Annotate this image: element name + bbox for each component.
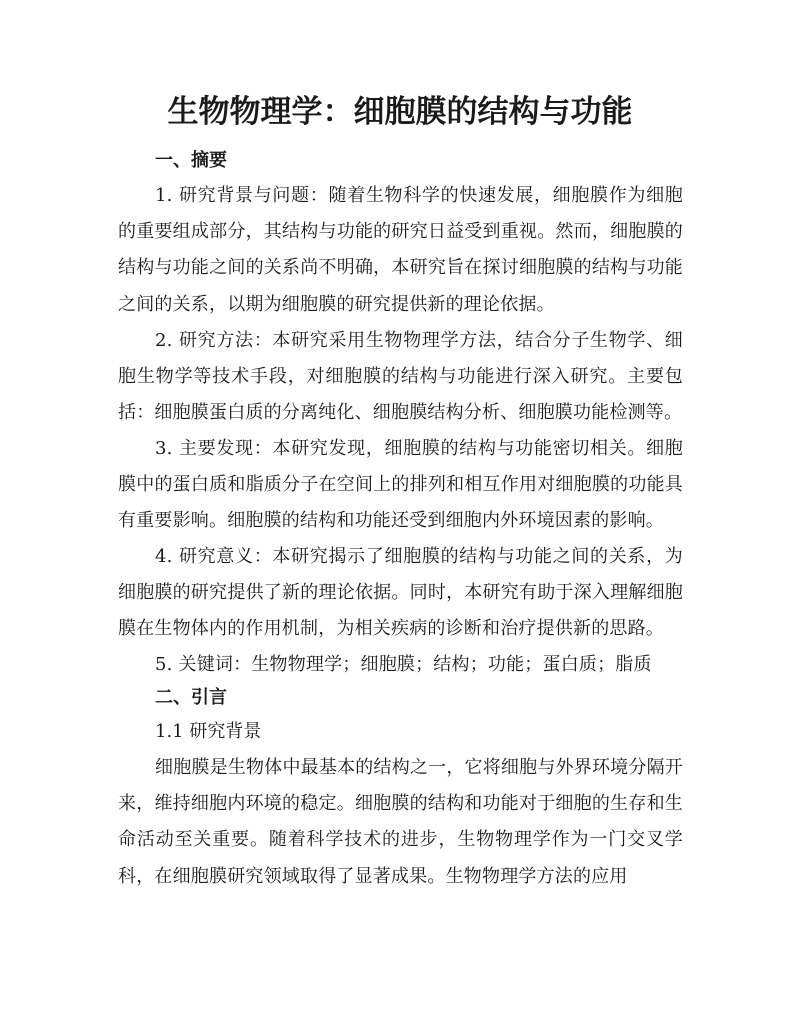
abstract-item-background: 1. 研究背景与问题：随着生物科学的快速发展，细胞膜作为细胞的重要组成部分，其结构与功能的研究日益受到重视。然而，细胞膜的结构与功能之间的关系尚不明确，本研究旨在探讨细胞膜的结构与功能之间的关系，以期为细胞膜的研究提供新的理论依据。 bbox=[118, 185, 683, 315]
document-title: 生物物理学：细胞膜的结构与功能 bbox=[167, 94, 633, 130]
intro-paragraph: 细胞膜是生物体中最基本的结构之一，它将细胞与外界环境分隔开来，维持细胞内环境的稳定。细胞膜的结构和功能对于细胞的生存和生命活动至关重要。随着科学技术的进步，生物物理学作为一门交叉学科，在细胞膜研究领域取得了显著成果。生物物理学方法的应用 bbox=[118, 757, 683, 887]
abstract-heading: 一、摘要 bbox=[155, 150, 227, 171]
intro-heading: 二、引言 bbox=[155, 687, 227, 708]
abstract-item-methods: 2. 研究方法：本研究采用生物物理学方法，结合分子生物学、细胞生物学等技术手段，对细胞膜的结构与功能进行深入研究。主要包括：细胞膜蛋白质的分离纯化、细胞膜结构分析、细胞膜功能检测等。 bbox=[118, 330, 683, 424]
abstract-item-significance: 4. 研究意义：本研究揭示了细胞膜的结构与功能之间的关系，为细胞膜的研究提供了新的理论依据。同时，本研究有助于深入理解细胞膜在生物体内的作用机制，为相关疾病的诊断和治疗提供新的思路。 bbox=[118, 546, 683, 640]
abstract-item-findings: 3. 主要发现：本研究发现，细胞膜的结构与功能密切相关。细胞膜中的蛋白质和脂质分子在空间上的排列和相互作用对细胞膜的功能具有重要影响。细胞膜的结构和功能还受到细胞内外环境因素的影响。 bbox=[118, 438, 683, 532]
intro-subheading: 1.1 研究背景 bbox=[155, 721, 262, 742]
abstract-item-keywords: 5. 关键词：生物物理学；细胞膜；结构；功能；蛋白质；脂质 bbox=[155, 654, 652, 675]
